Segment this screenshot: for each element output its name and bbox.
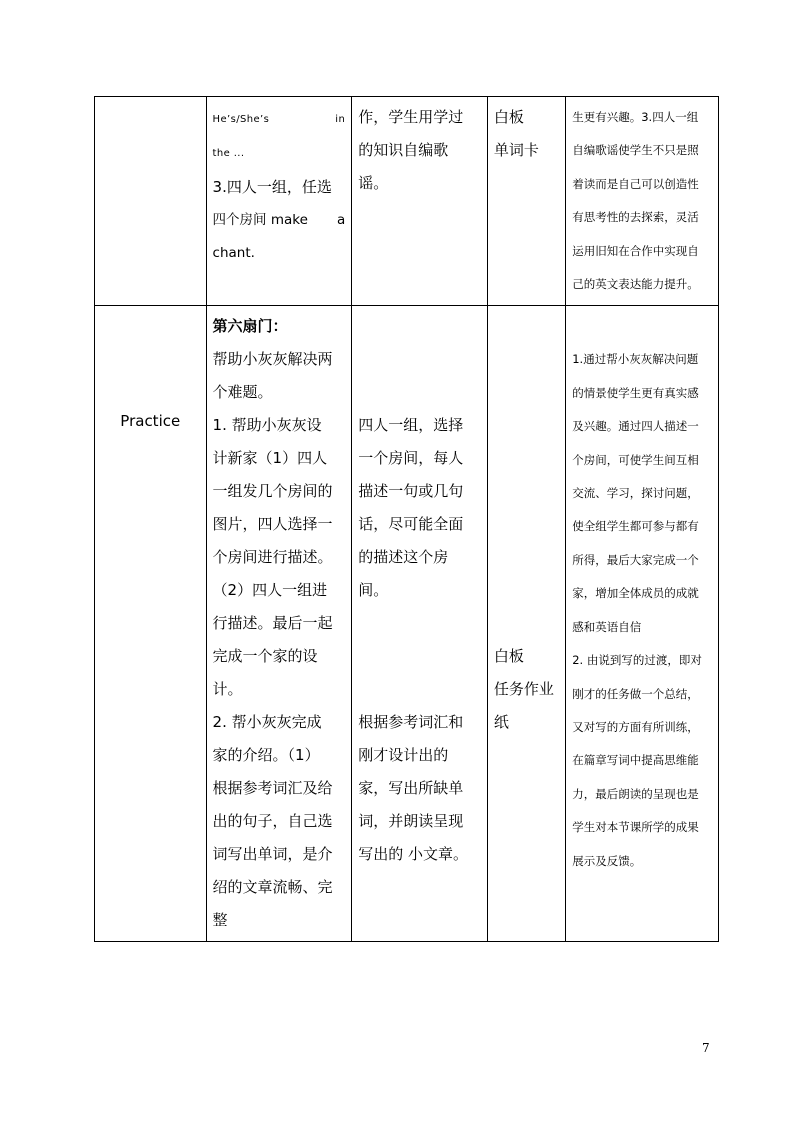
- text-line: 有思考性的去探索，灵活: [572, 210, 699, 225]
- activity-cell: [206, 97, 352, 306]
- stage-label: Practice: [120, 412, 181, 431]
- text-line: 整: [212, 911, 228, 930]
- text-line: 白板: [493, 647, 524, 666]
- text-line: 生更有兴趣。3.四人一组: [572, 110, 699, 124]
- text-fragment: a: [336, 212, 346, 228]
- activity-cell: [206, 306, 352, 942]
- text-line: 家的介绍。（1）: [212, 746, 320, 765]
- text-line: 己的英文表达能力提升。: [572, 277, 699, 292]
- text-line: 家，写出所缺单: [358, 779, 464, 798]
- text-line: 任务作业: [493, 680, 554, 699]
- text-line: 2. 帮小灰灰完成: [212, 713, 322, 732]
- text-line: 及兴趣。通过四人描述一: [572, 419, 699, 434]
- text-line: 的描述这个房: [358, 548, 449, 567]
- text-line: 图片，四人选择一: [212, 515, 333, 534]
- text-line: 白板: [493, 108, 524, 126]
- text-line: 的知识自编歌: [358, 141, 449, 159]
- materials-cell: [487, 97, 565, 306]
- text-fragment: in: [335, 114, 346, 125]
- text-line: 刚才设计出的: [358, 746, 449, 765]
- text-line: 交流、学习，探讨问题，: [572, 486, 699, 501]
- text-line: 纸: [493, 713, 509, 732]
- stage-cell-empty: [95, 97, 207, 306]
- materials-cell: [487, 306, 565, 942]
- text-line: [213, 103, 346, 137]
- purpose-cell: [566, 97, 719, 306]
- text-fragment: 四个房间 make: [212, 212, 308, 228]
- text-line: 作，学生用学过: [358, 108, 464, 126]
- text-line: 力，最后朗读的呈现也是: [572, 786, 699, 801]
- table-row: [95, 97, 719, 306]
- text-line: 写出的 小文章。: [358, 845, 468, 864]
- text-line: 一个房间，每人: [358, 449, 464, 468]
- text-line: 着读而是自己可以创造性: [572, 176, 699, 191]
- text-line: 自编歌谣使学生不只是照: [572, 143, 699, 158]
- text-line: 3.四人一组，任选: [212, 178, 332, 196]
- text-line: 个难题。: [212, 383, 273, 402]
- text-line: 学生对本节课所学的成果: [572, 820, 699, 835]
- text-line: 话，尽可能全面: [358, 515, 464, 534]
- text-line: 个房间，可使学生间互相: [572, 452, 699, 467]
- text-line: 描述一句或几句: [358, 482, 464, 501]
- text-line: 词写出单词，是介: [212, 845, 333, 864]
- text-line: 1.通过帮小灰灰解决问题: [572, 352, 699, 367]
- text-line: 刚才的任务做一个总结，: [572, 686, 699, 701]
- stage-cell: [95, 306, 207, 942]
- text-line: 又对写的方面有所训练，: [572, 719, 699, 734]
- section-heading: 第六扇门：: [212, 317, 288, 336]
- text-line: 词，并朗读呈现: [358, 812, 464, 831]
- student-activity-cell: [352, 97, 488, 306]
- text-line: 所得，最后大家完成一个: [572, 552, 699, 567]
- text-line: [213, 204, 346, 237]
- text-line: 一组发几个房间的: [212, 482, 333, 501]
- text-line: 出的句子，自己选: [212, 812, 333, 831]
- text-line: chant.: [212, 245, 255, 261]
- lesson-plan-table: [94, 96, 719, 942]
- text-line: 根据参考词汇和: [358, 713, 464, 732]
- text-fragment: He’s/She’s: [212, 114, 270, 125]
- text-line: 展示及反馈。: [572, 853, 642, 868]
- text-line: 四人一组，选择: [358, 416, 464, 435]
- text-line: 行描述。最后一起: [212, 614, 333, 633]
- text-line: （2）四人一组进: [212, 581, 328, 600]
- text-line: 间。: [358, 581, 389, 600]
- student-activity-cell: [352, 306, 488, 942]
- text-line: 运用旧知在合作中实现自: [572, 243, 699, 258]
- text-line: 帮助小灰灰解决两: [212, 350, 333, 369]
- text-line: 完成一个家的设: [212, 647, 318, 666]
- text-line: 的情景使学生更有真实感: [572, 385, 699, 400]
- text-line: 在篇章写词中提高思维能: [572, 753, 699, 768]
- text-line: 绍的文章流畅、完: [212, 878, 333, 897]
- text-line: 计。: [212, 680, 243, 699]
- text-line: 使全组学生都可参与都有: [572, 519, 699, 534]
- text-line: 感和英语自信: [572, 619, 642, 634]
- purpose-cell: [566, 306, 719, 942]
- text-line: 2. 由说到写的过渡，即对: [572, 653, 702, 668]
- text-line: 单词卡: [493, 141, 539, 159]
- table-row: [95, 306, 719, 942]
- text-line: 家，增加全体成员的成就: [572, 586, 699, 601]
- text-line: 个房间进行描述。: [212, 548, 333, 567]
- text-line: 1. 帮助小灰灰设: [212, 416, 322, 435]
- text-line: 谣。: [358, 174, 389, 192]
- text-line: 根据参考词汇及给: [212, 779, 333, 798]
- page-number: 7: [702, 1041, 710, 1055]
- text-line: the ...: [212, 148, 245, 159]
- text-line: 计新家（1）四人: [212, 449, 328, 468]
